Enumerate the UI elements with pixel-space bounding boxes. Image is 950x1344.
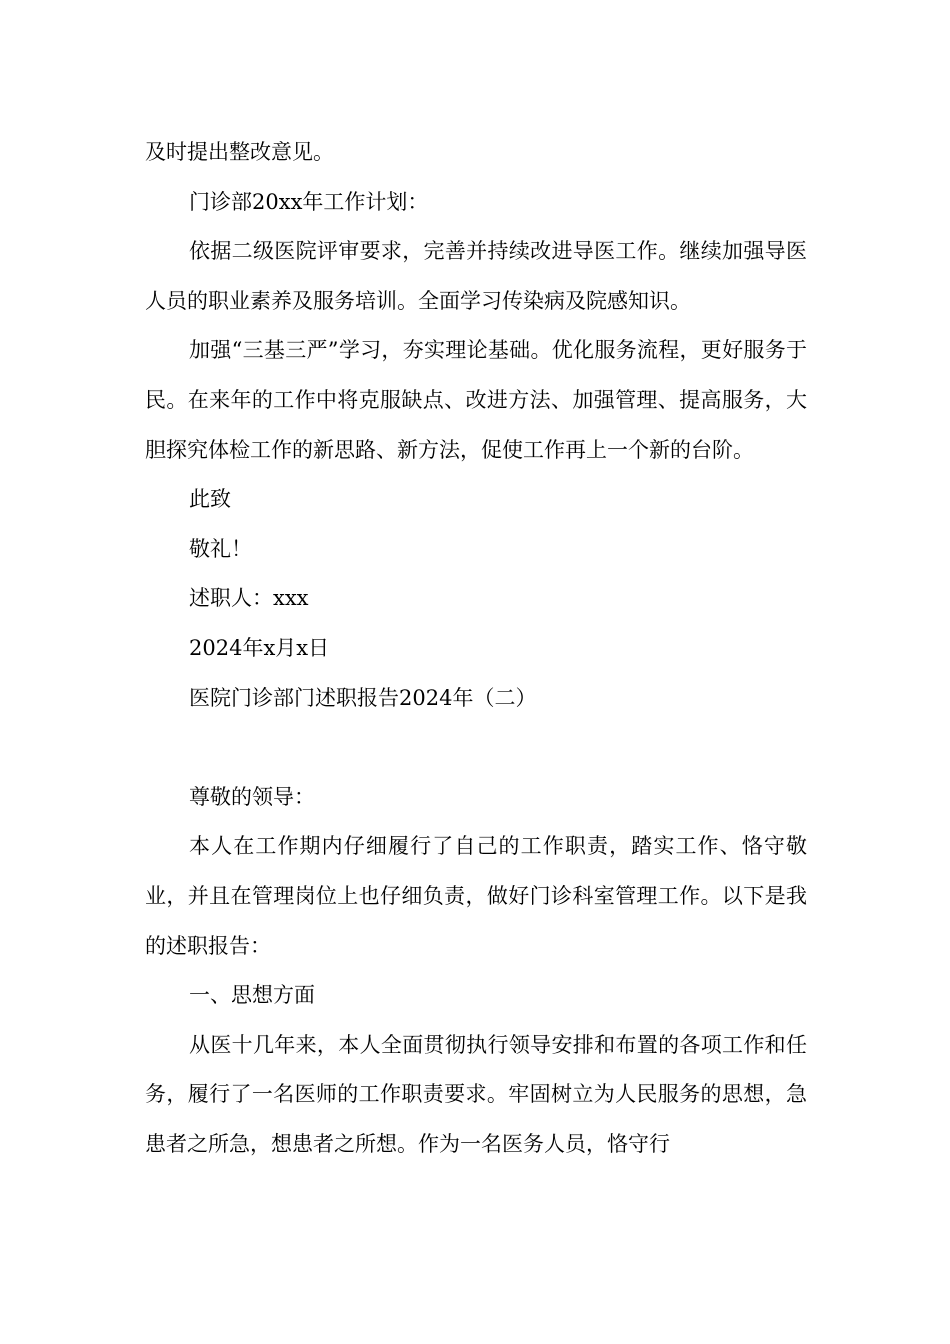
- signature-line: 述职人：xxx: [189, 586, 309, 611]
- greeting: 尊敬的领导：: [189, 784, 315, 809]
- paragraph-intro: 本人在工作期内仔细履行了自己的工作职责，踏实工作、恪守敬业，并且在管理岗位上也仔细负责，做好门诊科室管理工作。以下是我的述职报告：: [145, 834, 807, 958]
- document-page: [145, 128, 807, 1169]
- closing-salutation: 此致: [189, 487, 231, 512]
- date-line: 2024年x月x日: [189, 635, 330, 660]
- heading-thought: 一、思想方面: [189, 983, 315, 1008]
- blank-line: [145, 723, 807, 773]
- paragraph-2: 门诊部20xx年工作计划：: [189, 189, 429, 214]
- paragraph-1: 及时提出整改意见。: [145, 140, 334, 164]
- paragraph-3: 依据二级医院评审要求，完善并持续改进导医工作。继续加强导医人员的职业素养及服务培训。全面学习传染病及院感知识。: [145, 239, 807, 313]
- closing-regards: 敬礼！: [189, 536, 252, 561]
- paragraph-thought: 从医十几年来，本人全面贯彻执行领导安排和布置的各项工作和任务，履行了一名医师的工作职责要求。牢固树立为人民服务的思想，急患者之所急，想患者之所想。作为一名医务人员，恪守行: [145, 1032, 807, 1156]
- section-title: 医院门诊部门述职报告2024年（二）: [189, 685, 537, 710]
- paragraph-4: 加强“三基三严”学习，夯实理论基础。优化服务流程，更好服务于民。在来年的工作中将克服缺点、改进方法、加强管理、提高服务，大胆探究体检工作的新思路、新方法，促使工作再上一个新的台阶。: [145, 338, 807, 462]
